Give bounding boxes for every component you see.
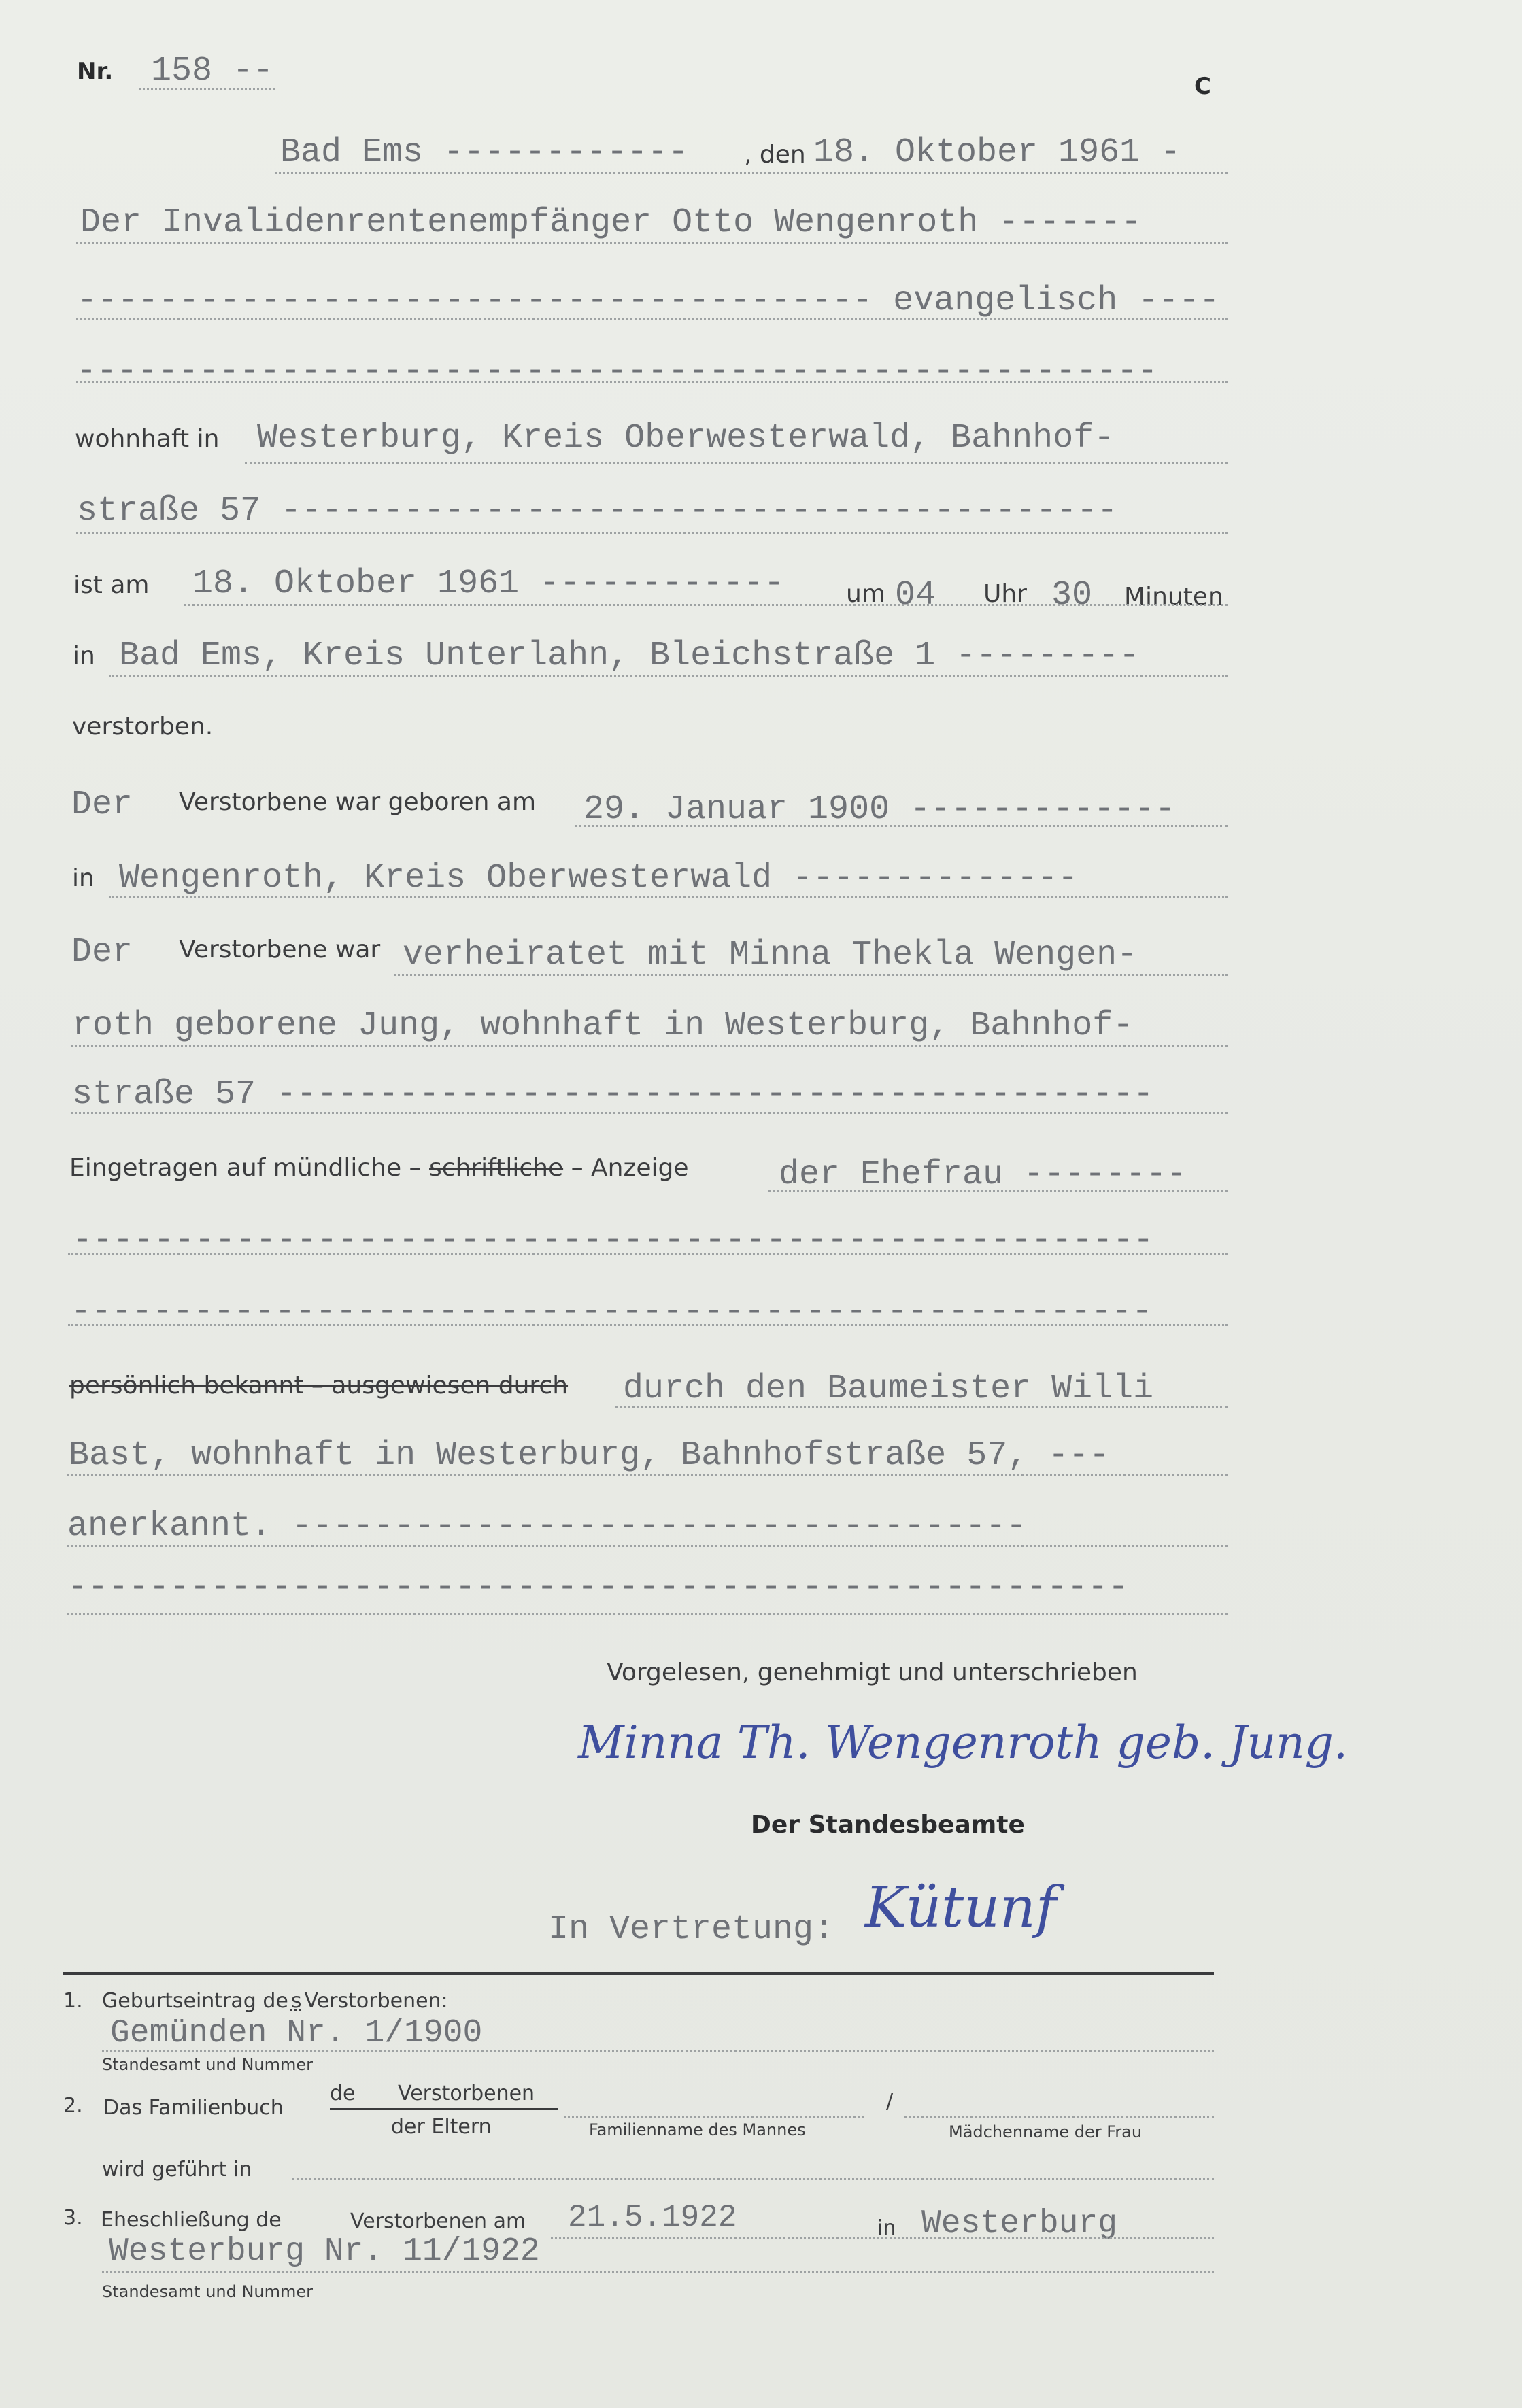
footnote-2-caption-b: Mädchenname der Frau <box>949 2122 1143 2141</box>
footnote-3-label-b: Verstorbenen am <box>350 2209 526 2233</box>
dotted-line <box>139 88 275 90</box>
der-label: Der <box>71 785 133 824</box>
footnote-2-label: Das Familienbuch <box>103 2096 284 2120</box>
dotted-line <box>67 1545 1228 1547</box>
uhr-label: Uhr <box>983 580 1027 608</box>
dotted-line <box>768 1190 1228 1192</box>
footnote-2-slash: / <box>886 2090 894 2114</box>
marriage-record: Westerburg Nr. 11/1922 <box>109 2233 540 2270</box>
footnote-2-number: 2. <box>63 2094 83 2118</box>
footnote-2-line2: wird geführt in <box>102 2158 252 2182</box>
dotted-line <box>394 974 1228 976</box>
marital-label: Verstorbene war <box>179 936 381 964</box>
footnote-1-label-a: Geburtseintrag de <box>102 1989 288 2013</box>
dotted-line <box>76 242 1228 244</box>
footnote-1-caption: Standesamt und Nummer <box>102 2055 314 2074</box>
birth-record: Gemünden Nr. 1/1900 <box>110 2015 483 2052</box>
der-label: Der <box>71 933 133 972</box>
dotted-line <box>615 1406 1228 1408</box>
deputy-label: In Vertretung: <box>548 1910 834 1949</box>
dotted-line <box>109 896 1228 898</box>
den-label: , den <box>744 141 806 169</box>
registration-date: 18. Oktober 1961 - <box>813 133 1181 172</box>
filler-line: ----------------------------------------------------- <box>72 1221 1154 1260</box>
footnote-2-caption-a: Familienname des Mannes <box>589 2120 806 2139</box>
um-label: um <box>846 580 885 608</box>
dotted-line <box>904 2116 1214 2118</box>
identification-line-1: durch den Baumeister Willi <box>623 1370 1154 1408</box>
dotted-line <box>275 172 1228 174</box>
struck-identification: persönlich bekannt – ausgewiesen durch <box>69 1372 569 1400</box>
filler-line: ----------------------------------------------------- <box>71 1293 1153 1332</box>
footnote-3-label: Eheschließung de <box>101 2208 282 2232</box>
struck-word: schriftliche <box>429 1154 564 1182</box>
registrar-signature: Kütunf <box>865 1876 1057 1940</box>
register-number: 158 -- <box>151 52 274 90</box>
minuten-label: Minuten <box>1124 583 1223 611</box>
birth-label: Verstorbene war geboren am <box>179 788 537 816</box>
birth-place: Wengenroth, Kreis Oberwesterwald -------------- <box>119 859 1079 898</box>
dotted-line <box>71 1112 1228 1114</box>
footnote-1-label-b: Verstorbenen: <box>304 1989 448 2013</box>
footnote-1-number: 1. <box>63 1989 83 2013</box>
registration-label <box>69 1156 689 1181</box>
dotted-line <box>71 1045 1228 1047</box>
marriage-place: Westerburg <box>921 2205 1118 2242</box>
dotted-line <box>292 2178 1214 2180</box>
dotted-line <box>575 825 1228 827</box>
deceased-name-line: Der Invalidenrentenempfänger Otto Wengenroth ------- <box>80 203 1142 242</box>
dotted-line <box>184 604 1228 606</box>
footnote-3-in: in <box>877 2216 896 2240</box>
vorgelesen-label: Vorgelesen, genehmigt und unterschrieben <box>607 1659 1138 1686</box>
spouse-line-2: roth geborene Jung, wohnhaft in Westerburg, Bahnhof- <box>72 1006 1134 1045</box>
in-label: in <box>72 864 95 892</box>
filler-line: ---------------------------------------------------- <box>67 1568 1129 1607</box>
dotted-line <box>76 318 1228 320</box>
dotted-line <box>67 1474 1228 1476</box>
dotted-line <box>68 1324 1228 1326</box>
death-place: Bad Ems, Kreis Unterlahn, Bleichstraße 1 --------- <box>119 637 1140 675</box>
footnote-2-bottom: der Eltern <box>391 2115 492 2139</box>
residence-line-2: straße 57 ----------------------------------------- <box>77 492 1118 530</box>
spouse-line-3: straße 57 ------------------------------------------- <box>72 1075 1154 1114</box>
residence-line-1: Westerburg, Kreis Oberwesterwald, Bahnhof- <box>257 419 1115 458</box>
marriage-date: 21.5.1922 <box>568 2200 737 2235</box>
footnote-divider <box>63 1972 1214 1975</box>
informant: der Ehefrau -------- <box>779 1155 1187 1194</box>
dotted-line <box>76 381 1228 383</box>
fraction-line <box>330 2108 558 2110</box>
footnote-3-number: 3. <box>63 2206 83 2230</box>
death-hour: 04 <box>895 576 936 615</box>
dotted-line <box>564 2116 864 2118</box>
dotted-line <box>551 2237 1214 2239</box>
spouse-line-1: verheiratet mit Minna Thekla Wengen- <box>403 936 1138 974</box>
death-minutes: 30 <box>1051 576 1093 615</box>
verstorben-label: verstorben. <box>72 713 214 741</box>
footnote-2-top-a: de <box>330 2082 356 2105</box>
identification-line-3: anerkannt. ------------------------------------ <box>67 1507 1027 1546</box>
nr-label: Nr. <box>77 58 114 85</box>
birth-date: 29. Januar 1900 ------------- <box>584 790 1176 829</box>
footnote-1-suffix: s <box>290 1989 302 2013</box>
ist-am-label: ist am <box>73 571 150 599</box>
filler-line: ----------------------------------------------------- <box>76 352 1158 391</box>
religion-line: --------------------------------------- evangelisch ---- <box>77 282 1220 320</box>
corner-mark: C <box>1194 73 1211 100</box>
death-date: 18. Oktober 1961 ------------ <box>192 564 785 603</box>
place-of-registration: Bad Ems ------------ <box>280 133 689 172</box>
registration-label-a: Eingetragen auf mündliche – <box>69 1154 422 1182</box>
footnote-1-label <box>102 1991 448 2012</box>
dotted-line <box>68 1253 1228 1255</box>
dotted-line <box>245 462 1228 464</box>
dotted-line <box>102 2050 1214 2052</box>
registration-label-b: – Anzeige <box>571 1154 689 1182</box>
residence-label: wohnhaft in <box>75 425 220 453</box>
footnote-2-top-b: Verstorbenen <box>398 2082 535 2105</box>
dotted-line <box>76 532 1228 534</box>
dotted-line <box>109 675 1228 677</box>
dotted-line <box>67 1613 1228 1615</box>
informant-signature: Minna Th. Wengenroth geb. Jung. <box>578 1716 1348 1769</box>
registrar-title: Der Standesbeamte <box>751 1811 1025 1839</box>
in-label: in <box>73 642 95 670</box>
identification-line-2: Bast, wohnhaft in Westerburg, Bahnhofstraße 57, --- <box>69 1436 1110 1475</box>
footnote-3-caption: Standesamt und Nummer <box>102 2282 314 2301</box>
dotted-line <box>102 2271 1214 2273</box>
